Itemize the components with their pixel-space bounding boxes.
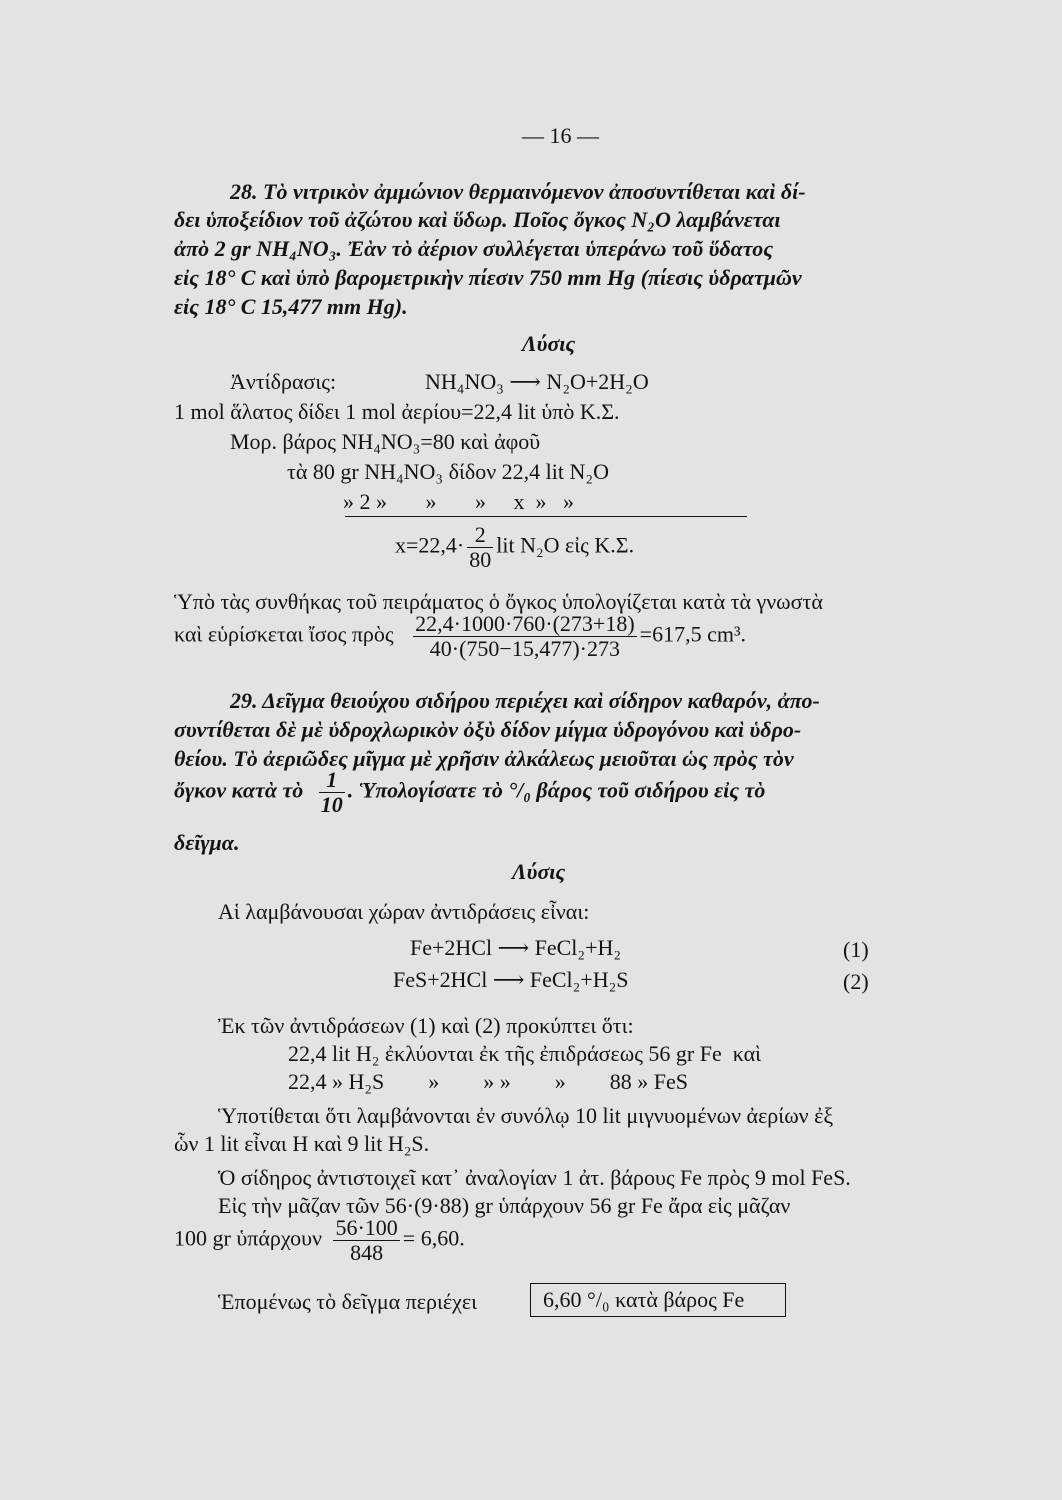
reaction-1-number: (1) [843, 937, 869, 962]
problem-28-line-3: ἀπὸ 2 gr NH₄NO₃. Ἐὰν τὸ ἀέριον συλλέγεται ὑπεράνω τοῦ ὕδατος [174, 236, 774, 261]
volume-result: =617,5 cm³. [639, 621, 747, 647]
problem-29-line-3: θείου. Τὸ ἀεριῶδες μῖγμα μὲ χρῆσιν ἀλκάλεως μειοῦται ὡς πρὸς τὸν [174, 746, 794, 771]
problem-28-line-4: εἰς 18° C καὶ ὑπὸ βαρομετρικὴν πίεσιν 750 mm Hg (πίεσις ὑδρατμῶν [174, 265, 802, 290]
conclusion-text: Ἑπομένως τὸ δεῖγμα περιέχει [218, 1289, 478, 1314]
reaction-label: Ἀντίδρασις: [230, 369, 337, 394]
proportion-line-1: τὰ 80 gr NH₄NO₃ δίδον 22,4 lit N₂O [287, 459, 609, 484]
final-calculation-prefix: 100 gr ὑπάρχουν [174, 1225, 322, 1251]
x-result-prefix: x=22,4· [395, 532, 465, 558]
x-fraction-numerator: 2 [467, 523, 493, 548]
solution-heading-29: Λύσις [512, 859, 566, 884]
gas-line-2: 22,4 » H₂S » » » » 88 » FeS [288, 1069, 689, 1094]
percent-fraction-numerator: 56·100 [335, 1215, 398, 1240]
percent-fraction-denominator: 848 [350, 1240, 384, 1265]
ratio-fraction-numerator: 1 [319, 768, 345, 793]
conditions-prefix: καὶ εὑρίσκεται ἴσος πρὸς [174, 621, 394, 647]
reaction-equation: NH₄NO₃ ⟶ N₂O+2H₂O [425, 369, 649, 394]
derivation-intro: Ἐκ τῶν ἀντιδράσεων (1) καὶ (2) προκύπτει ὅτι: [218, 1013, 634, 1038]
conditions-line-1: Ὑπὸ τὰς συνθήκας τοῦ πειράματος ὁ ὄγκος ὑπολογίζεται κατὰ τὰ γνωστὰ [174, 589, 823, 614]
assumption-line-2: ὧν 1 lit εἶναι H καὶ 9 lit H₂S. [174, 1131, 430, 1156]
problem-28-line-5: εἰς 18° C 15,477 mm Hg). [174, 294, 408, 319]
volume-fraction-numerator: 22,4·1000·760·(273+18) [415, 611, 635, 636]
mass-line: Εἰς τὴν μᾶζαν τῶν 56·(9·88) gr ὑπάρχουν 56 gr Fe ἄρα εἰς μᾶζαν [218, 1193, 791, 1218]
mol-relation: 1 mol ἅλατος δίδει 1 mol ἀερίου=22,4 lit ὑπὸ Κ.Σ. [174, 399, 620, 424]
reaction-2: FeS+2HCl ⟶ FeCl₂+H₂S [393, 967, 629, 992]
reaction-1: Fe+2HCl ⟶ FeCl₂+H₂ [410, 935, 622, 960]
reaction-2-number: (2) [843, 969, 869, 994]
final-calculation-result: = 6,60. [402, 1225, 465, 1251]
problem-29-line-4-prefix: ὄγκον κατὰ τὸ [174, 777, 304, 803]
solution-heading-28: Λύσις [522, 331, 576, 356]
assumption-line-1: Ὑποτίθεται ὅτι λαμβάνονται ἐν συνόλῳ 10 lit μιγνυομένων ἀερίων ἐξ [218, 1103, 834, 1128]
conclusion-box: 6,60 °/₀ κατὰ βάρος Fe [530, 1283, 786, 1317]
problem-29-line-5: δεῖγμα. [174, 830, 240, 855]
problem-29-line-4 [174, 768, 765, 824]
molar-mass-line: Μορ. βάρος NH₄NO₃=80 καὶ ἀφοῦ [230, 429, 541, 454]
x-result [395, 523, 634, 579]
conditions-line-2 [174, 612, 746, 668]
final-calculation [174, 1216, 465, 1272]
problem-28-line-1: 28. Τὸ νιτρικὸν ἀμμώνιον θερμαινόμενον ἀποσυντίθεται καὶ δί- [230, 179, 806, 204]
ratio-fraction-denominator: 10 [320, 792, 343, 817]
x-result-suffix: lit N₂O εἰς Κ.Σ. [496, 532, 635, 558]
volume-fraction [413, 612, 637, 661]
percent-fraction [333, 1216, 399, 1265]
ratio-fraction [319, 768, 345, 817]
problem-29-line-1: 29. Δεῖγμα θειούχου σιδήρου περιέχει καὶ σίδηρον καθαρόν, ἀπο- [230, 688, 820, 713]
iron-ratio-line: Ὁ σίδηρος ἀντιστοιχεῖ κατ᾽ ἀναλογίαν 1 ἀτ. βάρους Fe πρὸς 9 mol FeS. [218, 1165, 851, 1190]
gas-line-1: 22,4 lit H₂ ἐκλύονται ἐκ τῆς ἐπιδράσεως 56 gr Fe καὶ [288, 1041, 762, 1066]
volume-fraction-denominator: 40·(750−15,477)·273 [429, 636, 620, 661]
reactions-intro: Αἱ λαμβάνουσαι χώραν ἀντιδράσεις εἶναι: [218, 899, 590, 924]
problem-28-line-2: δει ὑποξείδιον τοῦ ἀζώτου καὶ ὕδωρ. Ποῖος ὄγκος N₂O λαμβάνεται [174, 207, 781, 232]
proportion-line-2: » 2 » » » x » » [343, 489, 574, 514]
proportion-rule [345, 516, 747, 517]
page-number: — 16 — [522, 123, 599, 148]
problem-29-line-4-suffix: . Ὑπολογίσατε τὸ °/₀ βάρος τοῦ σιδήρου εἰς τὸ [347, 777, 766, 803]
problem-29-line-2: συντίθεται δὲ μὲ ὑδροχλωρικὸν ὀξὺ δίδον μίγμα ὑδρογόνου καὶ ὑδρο- [174, 717, 802, 742]
x-fraction-denominator: 80 [469, 547, 492, 572]
x-fraction [467, 523, 493, 572]
